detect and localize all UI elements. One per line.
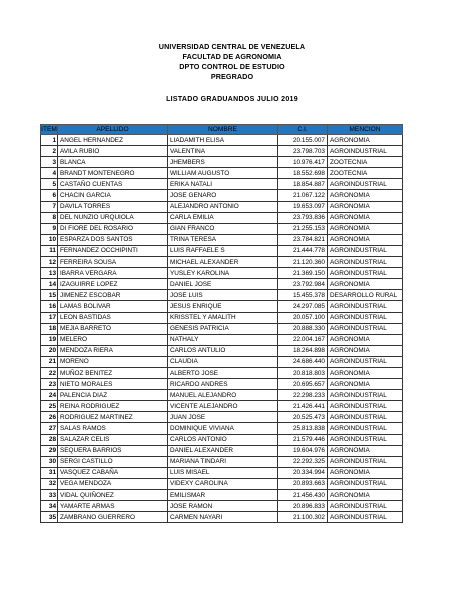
cell-ci: 23.784.821 [278, 234, 328, 245]
table-row [41, 467, 403, 478]
cell-item: 9 [41, 223, 58, 234]
cell-ci: 20.818.803 [278, 367, 328, 378]
cell-apellido: BLANCA [58, 157, 168, 168]
table-row [41, 234, 403, 245]
cell-ci: 19.653.097 [278, 201, 328, 212]
cell-item: 30 [41, 456, 58, 467]
cell-ci: 19.604.976 [278, 445, 328, 456]
cell-mencion: AGRONOMIA [328, 279, 403, 290]
cell-mencion: AGROINDUSTRIAL [328, 323, 403, 334]
table-row [41, 268, 403, 279]
cell-apellido: IBARRA VERGARA [58, 268, 168, 279]
cell-nombre: ALBERTO JOSE [168, 367, 278, 378]
cell-nombre: RICARDO ANDRES [168, 379, 278, 390]
cell-apellido: JIMENEZ ESCOBAR [58, 290, 168, 301]
cell-ci: 21.369.150 [278, 268, 328, 279]
cell-nombre: JOSE RAMON [168, 501, 278, 512]
cell-item: 6 [41, 190, 58, 201]
cell-item: 19 [41, 334, 58, 345]
table-row [41, 501, 403, 512]
cell-ci: 10.976.417 [278, 157, 328, 168]
table-row [41, 245, 403, 256]
cell-nombre: LUIS RAFFAELE S [168, 245, 278, 256]
cell-apellido: PALENCIA DIAZ [58, 390, 168, 401]
graduates-table [40, 124, 403, 523]
cell-mencion: AGROINDUSTRIAL [328, 312, 403, 323]
cell-apellido: DEL NUNZIO URQUIOLA [58, 212, 168, 223]
cell-ci: 20.057.100 [278, 312, 328, 323]
cell-mencion: AGROINDUSTRIAL [328, 423, 403, 434]
cell-ci: 21.255.153 [278, 223, 328, 234]
cell-apellido: FERREIRA SOUSA [58, 257, 168, 268]
table-row [41, 490, 403, 501]
program-level: PREGRADO [210, 72, 254, 81]
table-row [41, 301, 403, 312]
cell-apellido: SALAS RAMOS [58, 423, 168, 434]
cell-item: 7 [41, 201, 58, 212]
cell-ci: 20.893.663 [278, 478, 328, 489]
cell-mencion: AGROINDUSTRIAL [328, 478, 403, 489]
table-row [41, 146, 403, 157]
table-row [41, 456, 403, 467]
cell-item: 35 [41, 512, 58, 523]
table-row [41, 179, 403, 190]
cell-item: 18 [41, 323, 58, 334]
table-row [41, 201, 403, 212]
cell-nombre: CARLOS ANTONIO [168, 434, 278, 445]
cell-item: 4 [41, 168, 58, 179]
cell-mencion: AGROINDUSTRIAL [328, 268, 403, 279]
cell-mencion: AGROINDUSTRIAL [328, 434, 403, 445]
cell-apellido: SEQUERA BARRIOS [58, 445, 168, 456]
cell-mencion: AGRONOMIA [328, 467, 403, 478]
cell-apellido: RODRIGUEZ MARTINEZ [58, 412, 168, 423]
cell-nombre: CARLOS ANTULIO [168, 345, 278, 356]
table-row [41, 512, 403, 523]
cell-apellido: CHACIN GARCIA [58, 190, 168, 201]
cell-ci: 24.297.085 [278, 301, 328, 312]
cell-mencion: AGRONOMIA [328, 135, 403, 146]
cell-ci: 23.793.836 [278, 212, 328, 223]
cell-ci: 21.579.446 [278, 434, 328, 445]
cell-apellido: MEJIA BARRETO [58, 323, 168, 334]
cell-apellido: MENDOZA RIERA [58, 345, 168, 356]
table-row [41, 168, 403, 179]
cell-nombre: DANIEL ALEXANDER [168, 445, 278, 456]
cell-nombre: MARIANA TINDARI [168, 456, 278, 467]
cell-apellido: DAVILA TORRES [58, 201, 168, 212]
cell-ci: 22.298.233 [278, 390, 328, 401]
cell-nombre: ERIKA NATALI [168, 179, 278, 190]
table-row [41, 356, 403, 367]
table-header-row [41, 125, 403, 135]
cell-mencion: AGRONOMIA [328, 367, 403, 378]
cell-item: 26 [41, 412, 58, 423]
cell-nombre: CARMEN NAYARI [168, 512, 278, 523]
cell-item: 15 [41, 290, 58, 301]
table-row [41, 157, 403, 168]
cell-ci: 20.896.833 [278, 501, 328, 512]
cell-item: 1 [41, 135, 58, 146]
cell-item: 13 [41, 268, 58, 279]
cell-nombre: VALENTINA [168, 146, 278, 157]
table-row [41, 345, 403, 356]
cell-ci: 23.792.984 [278, 279, 328, 290]
cell-mencion: AGROINDUSTRIAL [328, 179, 403, 190]
cell-item: 10 [41, 234, 58, 245]
cell-ci: 15.455.378 [278, 290, 328, 301]
cell-nombre: JESUS ENRIQUE [168, 301, 278, 312]
cell-ci: 20.155.007 [278, 135, 328, 146]
cell-apellido: MELERO [58, 334, 168, 345]
cell-nombre: LUIS MISAEL [168, 467, 278, 478]
cell-apellido: DI FIORE DEL ROSARIO [58, 223, 168, 234]
cell-item: 32 [41, 478, 58, 489]
column-header-ci: C.I. [278, 125, 328, 135]
cell-nombre: JUAN JOSE [168, 412, 278, 423]
cell-item: 5 [41, 179, 58, 190]
cell-nombre: ALEJANDRO ANTONIO [168, 201, 278, 212]
cell-mencion: AGRONOMIA [328, 334, 403, 345]
cell-item: 20 [41, 345, 58, 356]
cell-mencion: AGRONOMIA [328, 223, 403, 234]
table-row [41, 279, 403, 290]
cell-nombre: WILLIAM AUGUSTO [168, 168, 278, 179]
cell-apellido: ANGEL HERNANDEZ [58, 135, 168, 146]
cell-mencion: AGROINDUSTRIAL [328, 512, 403, 523]
cell-item: 12 [41, 257, 58, 268]
cell-ci: 22.292.325 [278, 456, 328, 467]
table-row [41, 367, 403, 378]
cell-ci: 24.686.440 [278, 356, 328, 367]
cell-ci: 21.456.430 [278, 490, 328, 501]
cell-ci: 20.525.473 [278, 412, 328, 423]
cell-ci: 21.120.360 [278, 257, 328, 268]
cell-ci: 18.552.698 [278, 168, 328, 179]
cell-ci: 22.004.167 [278, 334, 328, 345]
cell-apellido: LEON BASTIDAS [58, 312, 168, 323]
column-header-apellido: APELLIDO [58, 125, 168, 135]
cell-item: 34 [41, 501, 58, 512]
cell-nombre: DANIEL JOSE [168, 279, 278, 290]
document-header [0, 42, 464, 82]
table-row [41, 423, 403, 434]
table-row [41, 412, 403, 423]
cell-item: 3 [41, 157, 58, 168]
cell-mencion: AGROINDUSTRIAL [328, 412, 403, 423]
cell-ci: 21.426.441 [278, 401, 328, 412]
cell-ci: 23.798.703 [278, 146, 328, 157]
cell-mencion: AGRONOMIA [328, 234, 403, 245]
cell-item: 22 [41, 367, 58, 378]
table-row [41, 401, 403, 412]
cell-nombre: MANUEL ALEJANDRO [168, 390, 278, 401]
table-row [41, 434, 403, 445]
cell-mencion: AGROINDUSTRIAL [328, 146, 403, 157]
cell-mencion: DESARROLLO RURAL [328, 290, 403, 301]
cell-item: 24 [41, 390, 58, 401]
cell-nombre: GIAN FRANCO [168, 223, 278, 234]
cell-nombre: EMILISMAR [168, 490, 278, 501]
table-row [41, 478, 403, 489]
cell-nombre: GENESIS PATRICIA [168, 323, 278, 334]
cell-apellido: ZAMBRANO GUERRERO [58, 512, 168, 523]
cell-apellido: VASQUEZ CABAÑA [58, 467, 168, 478]
cell-nombre: NATHALY [168, 334, 278, 345]
cell-mencion: AGRONOMIA [328, 212, 403, 223]
table-row [41, 323, 403, 334]
cell-item: 25 [41, 401, 58, 412]
cell-nombre: CARLA EMILIA [168, 212, 278, 223]
cell-mencion: ZOOTECNIA [328, 157, 403, 168]
cell-nombre: JOSE GENARO [168, 190, 278, 201]
cell-mencion: AGROINDUSTRIAL [328, 245, 403, 256]
cell-mencion: AGRONOMIA [328, 201, 403, 212]
cell-mencion: AGRONOMIA [328, 379, 403, 390]
table-row [41, 312, 403, 323]
cell-nombre: CLAUDIA [168, 356, 278, 367]
cell-mencion: AGROINDUSTRIAL [328, 301, 403, 312]
cell-apellido: AVILA RUBIO [58, 146, 168, 157]
cell-apellido: CASTAÑO CUENTAS [58, 179, 168, 190]
cell-apellido: VEGA MENDOZA [58, 478, 168, 489]
cell-mencion: AGROINDUSTRIAL [328, 356, 403, 367]
cell-item: 27 [41, 423, 58, 434]
table-row [41, 135, 403, 146]
cell-nombre: LIADAMITH ELISA [168, 135, 278, 146]
table-row [41, 190, 403, 201]
column-header-nombre: NOMBRE [168, 125, 278, 135]
department-name: DPTO CONTROL DE ESTUDIO [179, 62, 285, 71]
cell-apellido: VIDAL QUIÑONEZ [58, 490, 168, 501]
table-row [41, 257, 403, 268]
cell-apellido: ESPARZA DOS SANTOS [58, 234, 168, 245]
cell-apellido: LAMAS BOLIVAR [58, 301, 168, 312]
cell-ci: 20.695.657 [278, 379, 328, 390]
cell-item: 11 [41, 245, 58, 256]
cell-mencion: ZOOTECNIA [328, 168, 403, 179]
cell-nombre: VIDEXY CAROLINA [168, 478, 278, 489]
cell-mencion: AGROINDUSTRIAL [328, 401, 403, 412]
table-row [41, 290, 403, 301]
cell-nombre: KRISSTEL Y AMALITH [168, 312, 278, 323]
cell-apellido: IZAGUIRRE LOPEZ [58, 279, 168, 290]
cell-item: 31 [41, 467, 58, 478]
table-row [41, 334, 403, 345]
cell-ci: 21.067.122 [278, 190, 328, 201]
cell-apellido: BRANDT MONTENEGRO [58, 168, 168, 179]
cell-ci: 20.888.330 [278, 323, 328, 334]
cell-apellido: MUÑOZ BENITEZ [58, 367, 168, 378]
cell-ci: 18.854.887 [278, 179, 328, 190]
cell-item: 8 [41, 212, 58, 223]
cell-apellido: SALAZAR CELIS [58, 434, 168, 445]
column-header-mencion: MENCION [328, 125, 403, 135]
table-row [41, 212, 403, 223]
cell-nombre: DOMINIQUE VIVIANA [168, 423, 278, 434]
cell-apellido: FERNANDEZ OCCHIPINTI [58, 245, 168, 256]
cell-mencion: AGROINDUSTRIAL [328, 456, 403, 467]
cell-item: 28 [41, 434, 58, 445]
cell-nombre: JOSE LUIS [168, 290, 278, 301]
cell-item: 16 [41, 301, 58, 312]
cell-ci: 18.264.898 [278, 345, 328, 356]
cell-item: 17 [41, 312, 58, 323]
cell-mencion: AGROINDUSTRIAL [328, 257, 403, 268]
cell-apellido: MORENO [58, 356, 168, 367]
cell-item: 14 [41, 279, 58, 290]
cell-apellido: YAMARTE ARMAS [58, 501, 168, 512]
cell-ci: 21.100.302 [278, 512, 328, 523]
cell-nombre: JHEMBERS [168, 157, 278, 168]
cell-item: 23 [41, 379, 58, 390]
table-body [41, 135, 403, 523]
table-row [41, 445, 403, 456]
cell-nombre: TRINA TERESA [168, 234, 278, 245]
list-title: LISTADO GRADUANDOS JULIO 2019 [166, 96, 298, 103]
cell-mencion: AGRONOMIA [328, 190, 403, 201]
cell-nombre: VICENTE ALEJANDRO [168, 401, 278, 412]
university-name: UNIVERSIDAD CENTRAL DE VENEZUELA [158, 42, 306, 51]
faculty-name: FACULTAD DE AGRONOMIA [182, 52, 282, 61]
table-row [41, 223, 403, 234]
cell-item: 29 [41, 445, 58, 456]
table-row [41, 390, 403, 401]
cell-mencion: AGRONOMIA [328, 345, 403, 356]
cell-ci: 25.813.838 [278, 423, 328, 434]
cell-mencion: AGRONOMIA [328, 490, 403, 501]
cell-item: 33 [41, 490, 58, 501]
cell-item: 21 [41, 356, 58, 367]
cell-ci: 21.444.778 [278, 245, 328, 256]
table-row [41, 379, 403, 390]
cell-ci: 20.334.994 [278, 467, 328, 478]
cell-mencion: AGROINDUSTRIAL [328, 390, 403, 401]
cell-nombre: YUSLEY KAROLINA [168, 268, 278, 279]
column-header-item: ITEM [41, 126, 57, 133]
cell-nombre: MICHAEL ALEXANDER [168, 257, 278, 268]
cell-apellido: REINA RODRIGUEZ [58, 401, 168, 412]
cell-apellido: NIETO MORALES [58, 379, 168, 390]
cell-item: 2 [41, 146, 58, 157]
cell-mencion: AGRONOMIA [328, 445, 403, 456]
cell-mencion: AGROINDUSTRIAL [328, 501, 403, 512]
cell-apellido: SERGI CASTILLO [58, 456, 168, 467]
